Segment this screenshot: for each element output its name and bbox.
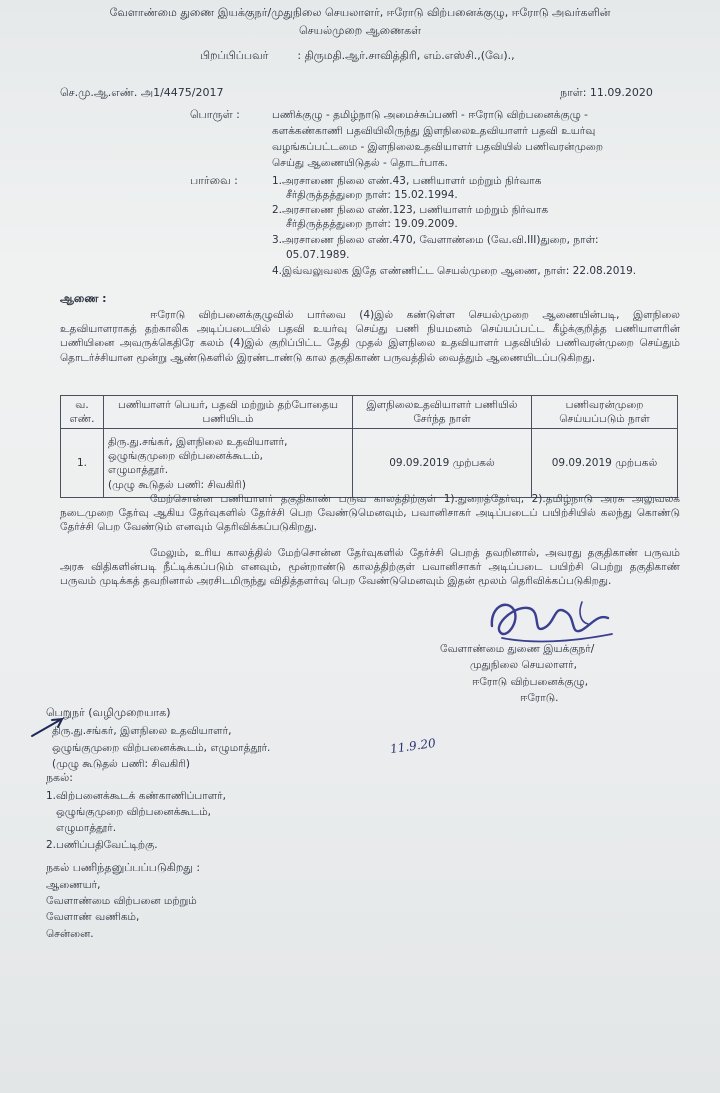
column-header-sno: வ. எண். — [61, 396, 104, 429]
reference-item: சீர்திருத்தத்துறை நாள்: 19.09.2009. — [286, 218, 458, 230]
cell-sno: 1. — [61, 429, 104, 498]
header-line-1: வேளாண்மை துணை இயக்குநர்/முதுநிலை செயலாளர், ஈரோடு விற்பனைக்குழு, ஈரோடு அவர்களின் — [109, 6, 611, 19]
subject-line: வழங்கப்பட்டமை - இளநிலைஉதவியாளர் பதவியில் பணிவரன்முறை — [272, 141, 603, 153]
copy-line: எழுமாத்தூர். — [56, 822, 117, 834]
column-header-name: பணியாளர் பெயர், பதவி மற்றும் தற்போதைய பணியிடம் — [104, 396, 353, 429]
issued-by — [200, 49, 515, 64]
table-row — [61, 429, 678, 498]
order-label: ஆணை : — [60, 292, 107, 305]
table-header-row — [61, 396, 678, 429]
reference-item: 2.அரசாணை நிலை எண்.123, பணியாளர் மற்றும் நிர்வாக — [272, 204, 549, 216]
copy-submitted-line: வேளாண் வணிகம், — [46, 911, 140, 923]
copy-line: ஒழுங்குமுறை விற்பனைக்கூடம், — [56, 806, 211, 818]
reference-item: 1.அரசாணை நிலை எண்.43, பணியாளர் மற்றும் நிர்வாக — [272, 175, 542, 187]
regularization-table — [60, 395, 678, 498]
copy-line: 1.விற்பனைக்கூடக் கண்காணிப்பாளர், — [46, 790, 227, 802]
column-header-joined: இளநிலைஉதவியாளர் பணியில் சேர்ந்த நாள் — [353, 396, 532, 429]
copy-submitted-line: சென்னை. — [46, 928, 94, 940]
cell-name-line: (முழு கூடுதல் பணி: சிவகிரி) — [108, 478, 246, 491]
cell-name-line: ஒழுங்குமுறை விற்பனைக்கூடம், — [108, 450, 263, 463]
copy-submitted-line: ஆணையர், — [46, 879, 101, 891]
reference-item: 05.07.1989. — [286, 249, 350, 261]
cell-name — [104, 429, 353, 498]
recipient-line: திரு.து.சங்கர், இளநிலை உதவியாளர், — [52, 725, 232, 737]
recipient-line: (முழு கூடுதல் பணி: சிவகிரி) — [52, 758, 190, 770]
handwritten-date: 11.9.20 — [389, 735, 437, 757]
header-line-2: செயல்முறை ஆணைகள் — [298, 24, 422, 37]
issued-by-label: பிறப்பிப்பவர் — [200, 49, 269, 62]
copy-label: நகல்: — [46, 771, 73, 784]
reference-item: 3.அரசாணை நிலை எண்.470, வேளாண்மை (வே.வி.III)துறை, நாள்: — [272, 234, 599, 246]
cell-name-line: எழுமாத்தூர். — [108, 464, 169, 477]
order-date: நாள்: 11.09.2020 — [560, 86, 653, 99]
subject-line: களக்கண்காணி பதவியிலிருந்து இளநிலைஉதவியாளர் பதவி உயர்வு — [272, 125, 596, 137]
cell-regularized: 09.09.2019 முற்பகல் — [532, 429, 678, 498]
signatory-line: ஈரோடு விற்பனைக்குழு, — [472, 676, 589, 688]
signatory-line: முதுநிலை செயலாளர், — [470, 659, 577, 671]
reference-item: சீர்திருத்தத்துறை நாள்: 15.02.1994. — [286, 189, 458, 201]
exam-paragraph: மேற்சொன்ன பணியாளர் தகுதிகாண் பருவ காலத்திற்குள் 1).துறைத்தேர்வு, 2).தமிழ்நாடு அரசு அலுவலக நடைமுறை தேர்வு ஆகிய தேர்வுகளில் தேர்ச்சி பெற வேண்டுமெனவும், பவானிசாகர் அடிப்படைப் பயிற்சியில் கலந்து கொண்டு தேர்ச்சி பெற வேண்டும் எனவும் தெரிவிக்கப்படுகிறது. — [60, 493, 680, 534]
extension-paragraph: மேலும், உரிய காலத்தில் மேற்சொன்ன தேர்வுகளில் தேர்ச்சி பெறத் தவறினால், அவரது தகுதிகாண் பருவம் அரசு விதிகளின்படி நீட்டிக்கப்படும் எனவும், மூன்றாண்டு காலத்திற்குள் பவானிசாகர் அடிப்படை பயிற்சி பெற்று தகுதிகாண் பருவம் முடிக்கத் தவறினால் அரசிடமிருந்து விதித்தளர்வு பெற வேண்டுமெனவும் இதன் மூலம் தெரிவிக்கப்படுகிறது. — [60, 547, 680, 588]
cell-name-line: திரு.து.சங்கர், இளநிலை உதவியாளர், — [108, 436, 288, 448]
subject-label: பொருள் : — [190, 108, 240, 121]
issued-by-value: : திருமதி.ஆர்.சாவித்திரி, எம்.எஸ்சி.,(வே)., — [297, 49, 515, 62]
signatory-line: வேளாண்மை துணை இயக்குநர்/ — [440, 643, 595, 655]
reference-number: செ.மு.ஆ.எண். அ1/4475/2017 — [60, 86, 224, 99]
recipient-line: ஒழுங்குமுறை விற்பனைக்கூடம், எழுமாத்தூர். — [52, 742, 271, 754]
subject-line: செய்து ஆணையிடுதல் - தொடர்பாக. — [272, 157, 448, 169]
order-paragraph: ஈரோடு விற்பனைக்குழுவில் பார்வை (4)இல் கண்டுள்ள செயல்முறை ஆணையின்படி, இளநிலை உதவியாளராகத் தற்காலிக அடிப்படையில் பதவி உயர்வு செய்து பணி நியமனம் செய்யப்பட்ட கீழ்க்குறித்த பணியாளரின் பணியினை அவருக்கெதிரே கலம் (4)இல் குறிப்பிட்ட தேதி முதல் இளநிலை உதவியாளர் பதவியில் பணிவரன்முறை செய்தும் தொடர்ச்சியான மூன்று ஆண்டுகளில் இரண்டாண்டு கால தகுதிகாண் பருவத்தில் வைத்தும் ஆணையிடப்படுகிறது. — [60, 309, 680, 364]
references-label: பார்வை : — [190, 174, 238, 187]
copy-submitted-line: வேளாண்மை விற்பனை மற்றும் — [46, 895, 197, 907]
subject-line: பணிக்குழு - தமிழ்நாடு அமைச்சுப்பணி - ஈரோடு விற்பனைக்குழு - — [272, 109, 588, 121]
recipient-label: பெறுநர் (வழிமுறையாக) — [46, 706, 171, 719]
copy-line: 2.பணிப்பதிவேட்டிற்கு. — [46, 839, 158, 851]
column-header-regularized: பணிவரன்முறை செய்யப்படும் நாள் — [532, 396, 678, 429]
cell-joined: 09.09.2019 முற்பகல் — [353, 429, 532, 498]
copy-submitted-label: நகல் பணிந்தனுப்பப்படுகிறது : — [46, 861, 201, 874]
signatory-line: ஈரோடு. — [520, 692, 559, 704]
reference-item: 4.இவ்வலுவலக இதே எண்ணிட்ட செயல்முறை ஆணை, நாள்: 22.08.2019. — [272, 265, 637, 277]
